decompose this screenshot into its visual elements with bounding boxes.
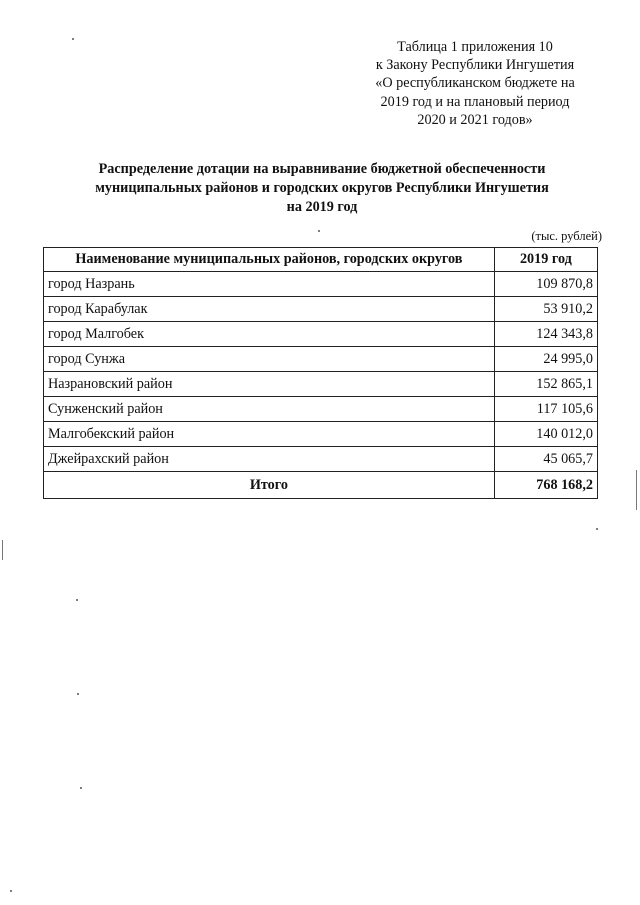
title-line: муниципальных районов и городских округов Республики Ингушетия [95, 180, 549, 196]
row-value: 24 995,0 [494, 347, 597, 372]
scan-speck [77, 693, 79, 695]
appendix-header [352, 38, 598, 129]
row-name: Сунженский район [44, 397, 495, 422]
row-value: 124 343,8 [494, 322, 597, 347]
column-header-name: Наименование муниципальных районов, городских округов [44, 248, 495, 272]
document-title [40, 160, 604, 217]
row-value: 109 870,8 [494, 272, 597, 297]
scan-speck [76, 599, 78, 601]
scan-speck [10, 890, 12, 892]
table-row [44, 397, 598, 422]
table-row [44, 447, 598, 472]
table-row [44, 347, 598, 372]
row-name: город Сунжа [44, 347, 495, 372]
row-value: 117 105,6 [494, 397, 597, 422]
total-value: 768 168,2 [494, 472, 597, 499]
column-header-year: 2019 год [494, 248, 597, 272]
appendix-header-line: 2020 и 2021 годов» [417, 111, 533, 128]
row-name: Малгобекский район [44, 422, 495, 447]
total-row [44, 472, 598, 499]
row-name: Джейрахский район [44, 447, 495, 472]
scan-edge-mark [636, 470, 637, 510]
appendix-header-line: Таблица 1 приложения 10 [397, 39, 553, 55]
title-line: на 2019 год [286, 199, 358, 215]
table-row [44, 297, 598, 322]
scan-edge-mark [2, 540, 3, 560]
subsidy-table [43, 247, 598, 499]
scan-speck [318, 230, 320, 232]
row-value: 140 012,0 [494, 422, 597, 447]
table-row [44, 372, 598, 397]
row-name: город Назрань [44, 272, 495, 297]
scan-speck [596, 528, 598, 530]
total-label: Итого [44, 472, 495, 499]
appendix-header-line: 2019 год и на плановый период [380, 93, 570, 110]
row-value: 152 865,1 [494, 372, 597, 397]
table-header-row [44, 248, 598, 272]
scan-speck [72, 38, 74, 40]
appendix-header-line: «О республиканском бюджете на [375, 75, 575, 92]
scan-speck [80, 787, 82, 789]
row-name: Назрановский район [44, 372, 495, 397]
table-row [44, 272, 598, 297]
row-value: 45 065,7 [494, 447, 597, 472]
title-line: Распределение дотации на выравнивание бюджетной обеспеченности [98, 161, 546, 177]
table-row [44, 322, 598, 347]
table-row [44, 422, 598, 447]
appendix-header-line: к Закону Республики Ингушетия [375, 57, 575, 74]
row-name: город Малгобек [44, 322, 495, 347]
units-note: (тыс. рублей) [531, 229, 602, 243]
row-value: 53 910,2 [494, 297, 597, 322]
row-name: город Карабулак [44, 297, 495, 322]
